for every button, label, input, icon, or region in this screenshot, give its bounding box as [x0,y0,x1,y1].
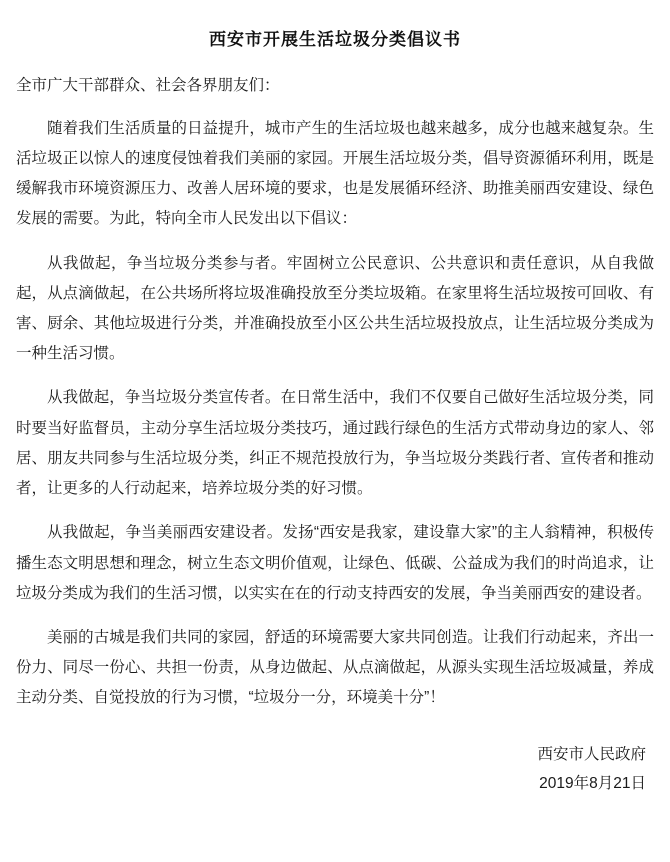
salutation: 全市广大干部群众、社会各界朋友们： [16,76,280,94]
paragraph-3: 从我做起，争当垃圾分类宣传者。在日常生活中，我们不仅要自己做好生活垃圾分类，同时要当好监督员，主动分享生活垃圾分类技巧，通过践行绿色的生活方式带动身边的家人、邻居、朋友共同参与生活垃圾分类，纠正不规范投放行为，争当垃圾分类践行者、宣传者和推动者，让更多的人行动起来，培养垃圾分类的好习惯。 [16,389,654,498]
page-title: 西安市开展生活垃圾分类倡议书 [209,30,461,49]
paragraph-5: 美丽的古城是我们共同的家园，舒适的环境需要大家共同创造。让我们行动起来，齐出一份力、同尽一份心、共担一份责，从身边做起、从点滴做起，从源头实现生活垃圾减量，养成主动分类、自觉投放的行为习惯，“垃圾分一分，环境美十分”！ [16,628,654,707]
signature-date: 2019年8月21日 [539,775,646,793]
paragraph-1: 随着我们生活质量的日益提升，城市产生的生活垃圾也越来越多，成分也越来越复杂。生活垃圾正以惊人的速度侵蚀着我们美丽的家园。开展生活垃圾分类，倡导资源循环利用，既是缓解我市环境资源压力、改善人居环境的要求，也是发展循环经济、助推美丽西安建设、绿色发展的需要。为此，特向全市人民发出以下倡议： [16,119,654,228]
signer-name: 西安市人民政府 [537,745,646,763]
paragraph-2: 从我做起，争当垃圾分类参与者。牢固树立公民意识、公共意识和责任意识，从自我做起，从点滴做起，在公共场所将垃圾准确投放至分类垃圾箱。在家里将生活垃圾按可回收、有害、厨余、其他垃圾进行分类，并准确投放至小区公共生活垃圾投放点，让生活垃圾分类成为一种生活习惯。 [16,254,654,363]
signature-block [16,740,654,799]
paragraph-4: 从我做起，争当美丽西安建设者。发扬“西安是我家，建设靠大家”的主人翁精神，积极传播生态文明思想和理念，树立生态文明价值观，让绿色、低碳、公益成为我们的时尚追求，让垃圾分类成为我们的生活习惯，以实实在在的行动支持西安的发展，争当美丽西安的建设者。 [16,524,654,602]
